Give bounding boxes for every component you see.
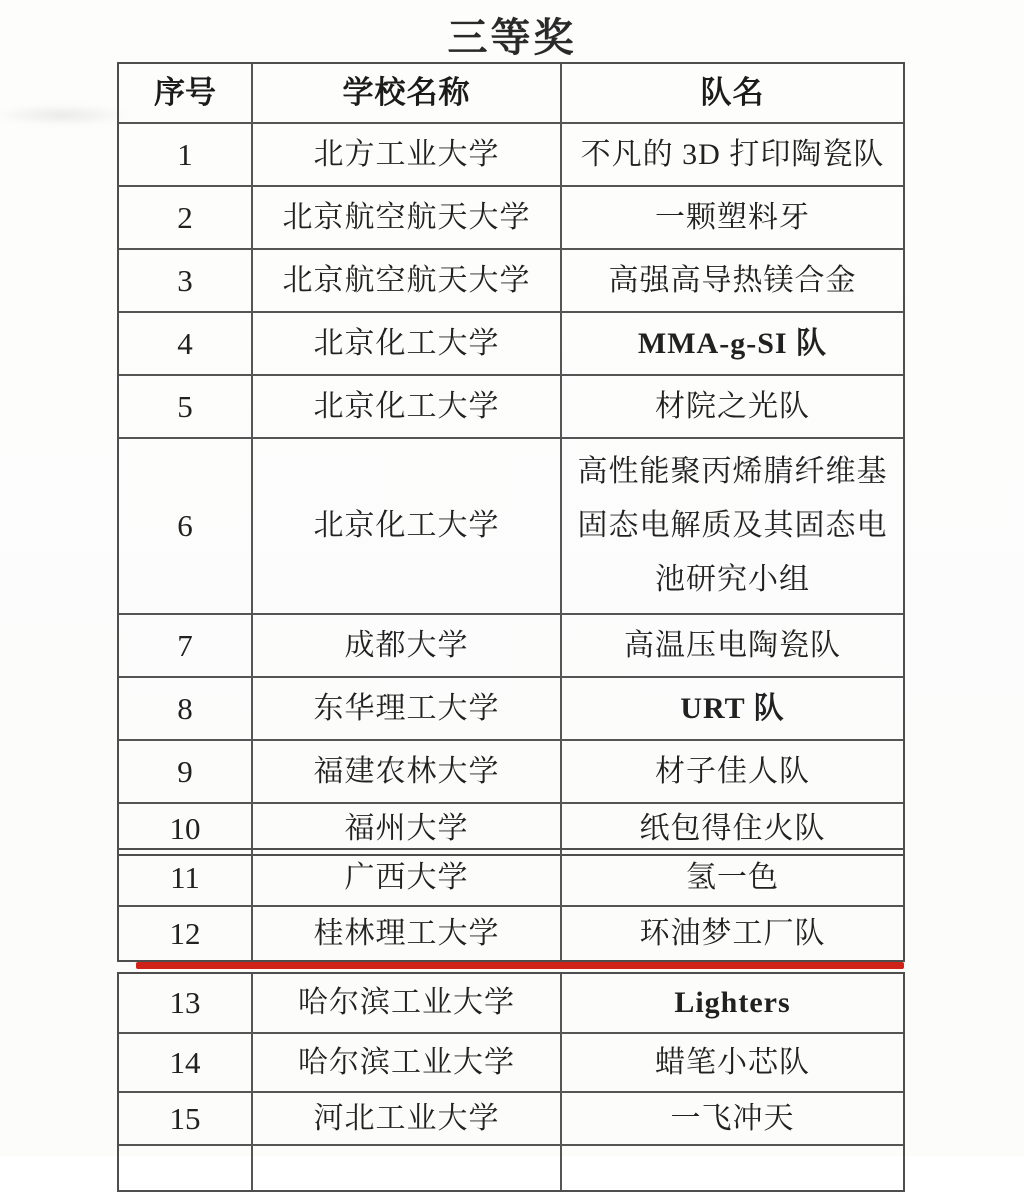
school-cell: 福建农林大学 (253, 741, 562, 802)
table-row (119, 313, 903, 376)
school-cell: 桂林理工大学 (253, 907, 562, 960)
table-row-partial (119, 1146, 903, 1190)
table-row (119, 974, 903, 1034)
scan-smudge (0, 104, 132, 126)
serial-cell: 11 (119, 850, 253, 905)
serial-cell: 6 (119, 439, 253, 613)
team-cell: 高温压电陶瓷队 (624, 628, 841, 662)
school-cell: 北京化工大学 (253, 376, 562, 437)
table-row (119, 250, 903, 313)
team-cell (562, 1146, 903, 1190)
team-cell: 高强高导热镁合金 (608, 263, 857, 297)
red-underline-annotation (136, 962, 904, 969)
table-row (119, 439, 903, 615)
header-serial: 序号 (119, 64, 253, 122)
serial-cell: 7 (119, 615, 253, 676)
serial-cell (119, 1146, 253, 1190)
team-cell: MMA-g-SI 队 (637, 326, 828, 360)
table-row (119, 804, 903, 854)
serial-cell: 13 (119, 974, 253, 1032)
team-cell: 不凡的 3D 打印陶瓷队 (580, 137, 885, 171)
serial-cell: 5 (119, 376, 253, 437)
school-cell: 北方工业大学 (253, 124, 562, 185)
serial-cell: 8 (119, 678, 253, 739)
table-row (119, 187, 903, 250)
table-header-row (119, 64, 903, 124)
school-cell: 北京化工大学 (253, 439, 562, 613)
school-cell: 北京航空航天大学 (253, 187, 562, 248)
team-cell: URT 队 (680, 691, 785, 725)
award-table-block-3 (117, 972, 905, 1192)
school-cell: 哈尔滨工业大学 (253, 974, 562, 1032)
serial-cell: 14 (119, 1034, 253, 1091)
header-team: 队名 (700, 75, 765, 111)
table-row (119, 1093, 903, 1146)
award-table-block-1 (117, 62, 905, 856)
school-cell: 福州大学 (253, 804, 562, 854)
team-cell: 一颗塑料牙 (655, 200, 810, 234)
school-cell: 哈尔滨工业大学 (253, 1034, 562, 1091)
team-cell: 高性能聚丙烯腈纤维基固态电解质及其固态电池研究小组 (577, 455, 888, 596)
school-cell: 北京航空航天大学 (253, 250, 562, 311)
team-cell: 纸包得住火队 (639, 812, 826, 845)
serial-cell: 12 (119, 907, 253, 960)
table-row (119, 741, 903, 804)
table-row (119, 1034, 903, 1093)
school-cell: 东华理工大学 (253, 678, 562, 739)
school-cell: 河北工业大学 (253, 1093, 562, 1144)
team-cell: 材子佳人队 (655, 754, 810, 788)
page-title: 三等奖 (447, 15, 577, 60)
table-row (119, 907, 903, 960)
school-cell (253, 1146, 562, 1190)
serial-cell: 2 (119, 187, 253, 248)
table-row (119, 124, 903, 187)
serial-cell: 15 (119, 1093, 253, 1144)
team-cell: Lighters (674, 986, 791, 1019)
award-table-block-2 (117, 848, 905, 962)
team-cell: 氢一色 (686, 860, 779, 894)
school-cell: 成都大学 (253, 615, 562, 676)
table-row (119, 376, 903, 439)
serial-cell: 1 (119, 124, 253, 185)
team-cell: 材院之光队 (655, 389, 810, 423)
serial-cell: 10 (119, 804, 253, 854)
team-cell: 蜡笔小芯队 (655, 1045, 810, 1079)
header-school: 学校名称 (253, 64, 562, 122)
table-row (119, 678, 903, 741)
school-cell: 广西大学 (253, 850, 562, 905)
serial-cell: 4 (119, 313, 253, 374)
team-cell: 一飞冲天 (670, 1101, 795, 1135)
table-row (119, 850, 903, 907)
table-row (119, 615, 903, 678)
team-cell: 环油梦工厂队 (639, 916, 826, 950)
school-cell: 北京化工大学 (253, 313, 562, 374)
serial-cell: 3 (119, 250, 253, 311)
serial-cell: 9 (119, 741, 253, 802)
